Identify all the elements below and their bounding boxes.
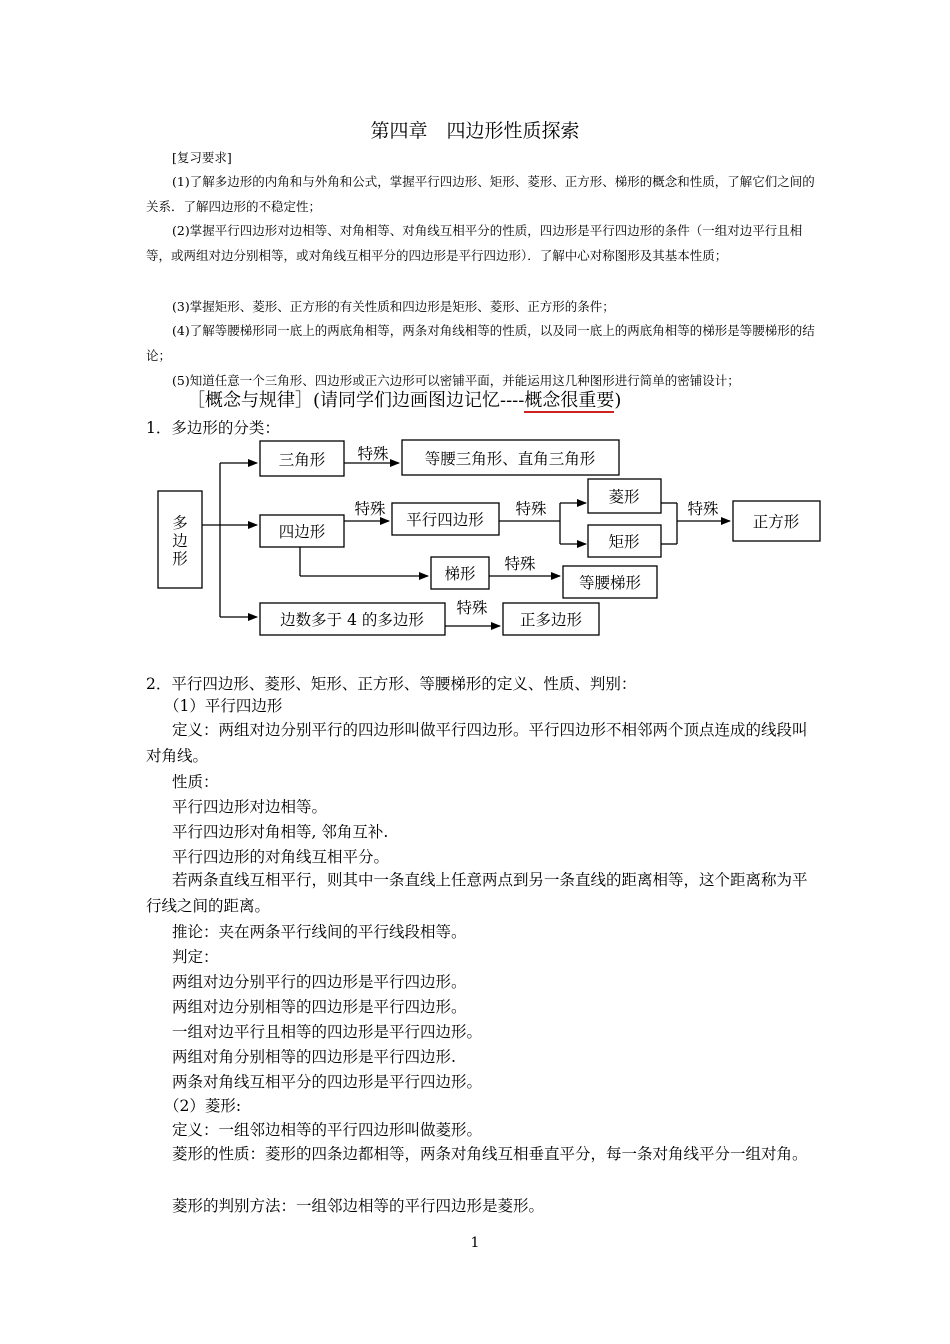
label-special-4: 特殊	[687, 500, 719, 518]
label-polygon-3: 形	[172, 550, 188, 568]
polygon-classification-diagram	[0, 0, 950, 660]
parallelogram-judge-label: 判定：	[172, 948, 219, 966]
rhombus-judge: 菱形的判别方法：一组邻边相等的平行四边形是菱形。	[172, 1197, 545, 1215]
label-regular-polygon: 正多边形	[519, 611, 583, 629]
rhombus-props: 菱形的性质：菱形的四条边都相等，两条对角线互相垂直平分，每一条对角线平分一组对角。	[172, 1145, 808, 1163]
concept-close: )	[614, 390, 622, 411]
label-trapezoid: 梯形	[444, 565, 476, 583]
section-1-heading: 1．多边形的分类：	[146, 419, 280, 437]
label-iso-trapezoid: 等腰梯形	[578, 574, 642, 592]
concept-emphasis: 概念很重要	[524, 390, 615, 411]
parallelogram-judge-3: 一组对边平行且相等的四边形是平行四边形。	[172, 1023, 483, 1041]
label-parallelogram: 平行四边形	[406, 511, 484, 529]
rhombus-heading: （2）菱形:	[164, 1097, 242, 1115]
parallelogram-prop-3: 平行四边形的对角线互相平分。	[172, 848, 390, 866]
parallelogram-corollary: 推论：夹在两条平行线间的平行线段相等。	[172, 923, 467, 941]
parallelogram-heading: （1）平行四边形	[164, 697, 283, 715]
review-item-1: (1)了解多边形的内角和与外角和公式，掌握平行四边形、矩形、菱形、正方形、梯形的概念和性质，了解它们之间的关系．了解四边形的不稳定性；	[146, 174, 815, 214]
review-item-4: (4)了解等腰梯形同一底上的两底角相等，两条对角线相等的性质，以及同一底上的两底角相等的梯形是等腰梯形的结论；	[146, 323, 815, 363]
parallelogram-judge-1: 两组对边分别平行的四边形是平行四边形。	[172, 973, 467, 991]
label-polygon-1: 多	[172, 514, 188, 532]
parallelogram-prop-1: 平行四边形对边相等。	[172, 798, 328, 816]
label-polygon-2: 边	[172, 532, 188, 550]
label-special-2: 特殊	[354, 500, 386, 518]
page-title: 第四章 四边形性质探索	[370, 120, 580, 142]
label-rhombus: 菱形	[608, 488, 640, 506]
label-triangle-special: 等腰三角形、直角三角形	[424, 450, 596, 468]
concept-header-text: ［概念与规律］(请同学们边画图边记忆----	[187, 390, 525, 411]
rhombus-definition: 定义：一组邻边相等的平行四边形叫做菱形。	[172, 1121, 483, 1139]
section-2-heading: 2．平行四边形、菱形、矩形、正方形、等腰梯形的定义、性质、判别：	[146, 675, 637, 693]
label-special-1: 特殊	[357, 445, 389, 463]
label-special-6: 特殊	[456, 599, 488, 617]
parallel-distance-text: 若两条直线互相平行，则其中一条直线上任意两点到另一条直线的距离相等，这个距离称为平行线之间的距离。	[146, 871, 808, 915]
review-item-5: (5)知道任意一个三角形、四边形或正六边形可以密铺平面，并能运用这几种图形进行简单的密铺设计；	[172, 373, 740, 388]
label-more-than-4: 边数多于 4 的多边形	[280, 611, 424, 629]
label-rectangle: 矩形	[608, 533, 640, 551]
page-number: 1	[470, 1235, 480, 1251]
parallelogram-judge-4: 两组对角分别相等的四边形是平行四边形.	[172, 1048, 456, 1066]
parallelogram-judge-2: 两组对边分别相等的四边形是平行四边形。	[172, 998, 467, 1016]
review-item-3: (3)掌握矩形、菱形、正方形的有关性质和四边形是矩形、菱形、正方形的条件；	[172, 299, 615, 314]
review-heading: [复习要求]	[172, 150, 232, 165]
label-quadrilateral: 四边形	[278, 523, 326, 541]
parallelogram-prop-2: 平行四边形对角相等, 邻角互补.	[172, 823, 389, 841]
label-special-3: 特殊	[515, 500, 547, 518]
parallelogram-judge-5: 两条对角线互相平分的四边形是平行四边形。	[172, 1073, 483, 1091]
label-triangle: 三角形	[278, 451, 326, 469]
parallelogram-definition: 定义：两组对边分别平行的四边形叫做平行四边形。平行四边形不相邻两个顶点连成的线段叫对角线。	[146, 721, 808, 765]
label-special-5: 特殊	[504, 555, 536, 573]
label-square: 正方形	[752, 513, 800, 531]
review-item-2: (2)掌握平行四边形对边相等、对角相等、对角线互相平分的性质，四边形是平行四边形的条件（一组对边平行且相等，或两组对边分别相等，或对角线互相平分的四边形是平行四边形）．了解中心对称图形及其基本性质；	[146, 223, 803, 263]
parallelogram-props-label: 性质：	[172, 773, 219, 791]
